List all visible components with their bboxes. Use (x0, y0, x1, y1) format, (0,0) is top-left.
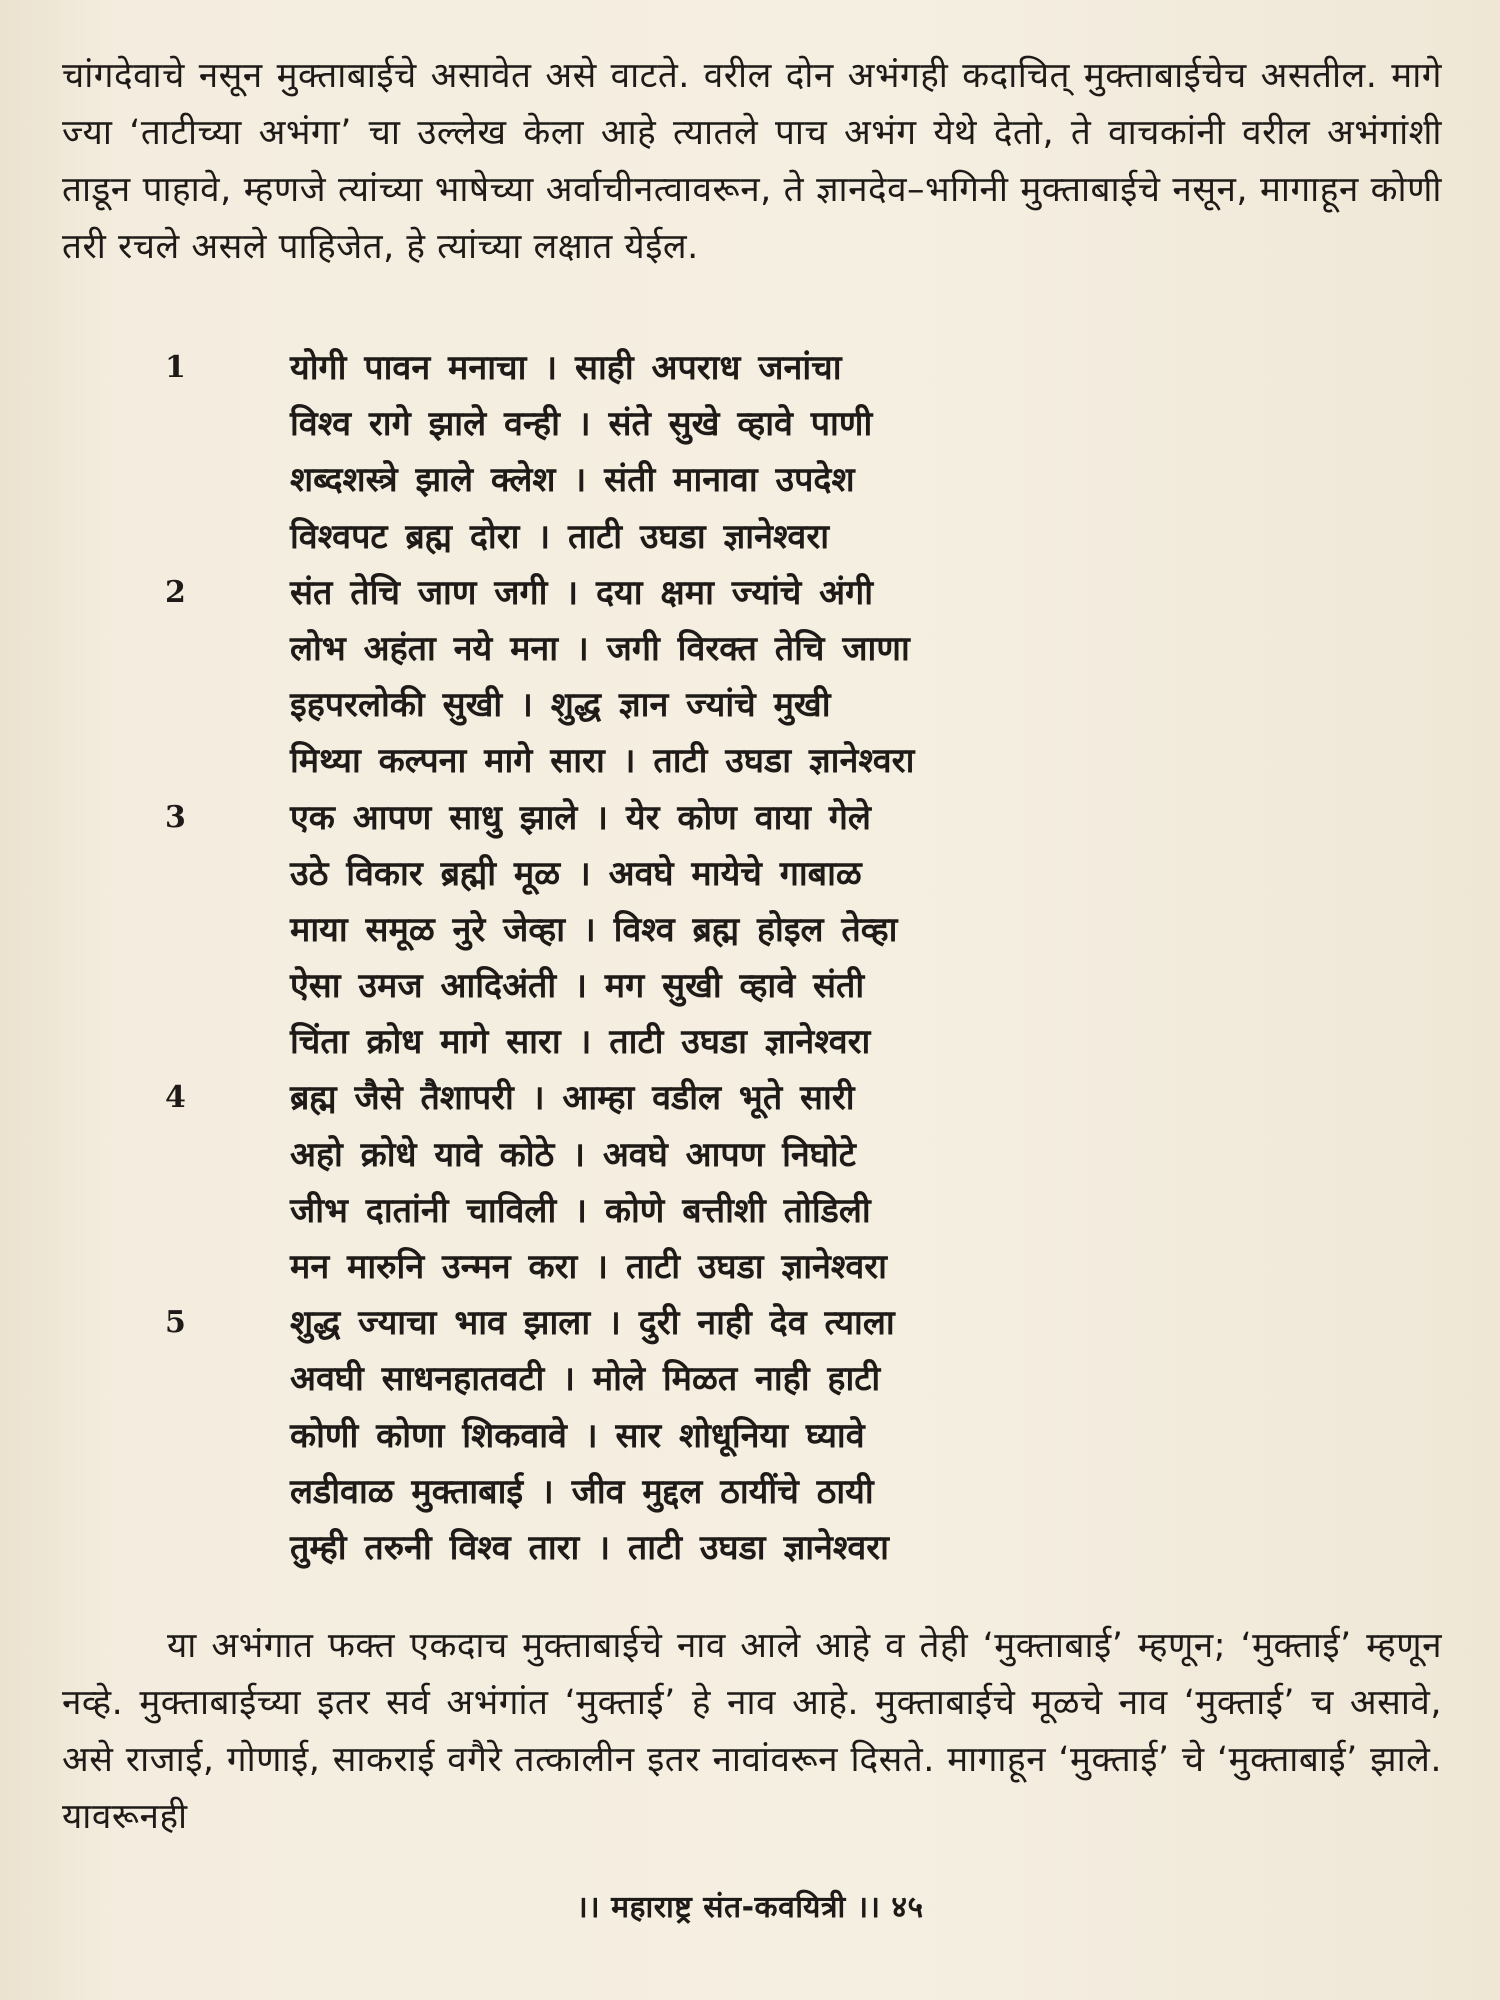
poem-line-text: संत तेचि जाण जगी । दया क्षमा ज्यांचे अंगी (290, 572, 874, 613)
poem-line-text: लोभ अहंता नये मना । जगी विरक्त तेचि जाणा (290, 628, 910, 669)
poem-line-text: अहो क्रोधे यावे कोठे । अवघे आपण निघोटे (290, 1134, 856, 1175)
poem-line (0, 565, 1500, 621)
poem-line (0, 1408, 1500, 1464)
poem-line-text: मिथ्या कल्पना मागे सारा । ताटी उघडा ज्ञानेश्वरा (290, 741, 915, 782)
poem-line-text: विश्वपट ब्रह्म दोरा । ताटी उघडा ज्ञानेश्वरा (290, 516, 830, 557)
poem-line-text: विश्व रागे झाले वन्ही । संते सुखे व्हावे पाणी (290, 404, 873, 445)
poem-line (0, 1014, 1500, 1070)
poem-line-text: एक आपण साधु झाले । येर कोण वाया गेले (290, 797, 871, 838)
poem-line-text: ब्रह्म जैसे तैशापरी । आम्हा वडील भूते सारी (290, 1078, 855, 1119)
poem-line-text: अवघी साधनहातवटी । मोले मिळत नाही हाटी (290, 1359, 881, 1400)
abhang-list (0, 340, 1500, 1576)
poem-line (0, 452, 1500, 508)
poem-number: 5 (165, 1305, 186, 1341)
poem-line-text: शुद्ध ज्याचा भाव झाला । दुरी नाही देव त्याला (290, 1303, 895, 1344)
poem-number: 4 (165, 1080, 186, 1116)
poem-line-text: इहपरलोकी सुखी । शुद्ध ज्ञान ज्यांचे मुखी (290, 685, 831, 726)
poem-line (0, 1127, 1500, 1183)
poem-line (0, 1070, 1500, 1126)
poem-line (0, 1464, 1500, 1520)
poem-line (0, 1520, 1500, 1576)
poem-line (0, 621, 1500, 677)
poem-line-text: ऐसा उमज आदिअंती । मग सुखी व्हावे संती (290, 966, 865, 1007)
poem-number: 1 (165, 350, 186, 385)
poem-line (0, 1239, 1500, 1295)
poem-number: 2 (165, 574, 186, 610)
poem-line (0, 958, 1500, 1014)
poem-line (0, 733, 1500, 789)
intro-paragraph: चांगदेवाचे नसून मुक्ताबाईचे असावेत असे वाटते. वरील दोन अभंगही कदाचित् मुक्ताबाईचेच असतील. मागे ज्या ‘ताटीच्या अभंगा’ चा उल्लेख केला आहे त्यातले पाच अभंग येथे देतो, ते वाचकांनी वरील अभंगांशी ताडून पाहावे, म्हणजे त्यांच्या भाषेच्या अर्वाचीनत्वावरून, ते ज्ञानदेव–भगिनी मुक्ताबाईचे नसून, मागाहून कोणी तरी रचले असले पाहिजेत, हे त्यांच्या लक्षात येईल. (62, 56, 1442, 267)
poem-line-text: मन मारुनि उन्मन करा । ताटी उघडा ज्ञानेश्वरा (290, 1247, 887, 1287)
page-footer: ।। महाराष्ट्र संत-कवयित्री ।। ४५ (576, 1890, 924, 1925)
poem-line (0, 340, 1500, 396)
poem-line-text: चिंता क्रोध मागे सारा । ताटी उघडा ज्ञानेश्वरा (290, 1022, 871, 1063)
poem-line (0, 396, 1500, 452)
poem-line-text: तुम्ही तरुनी विश्व तारा । ताटी उघडा ज्ञानेश्वरा (290, 1527, 889, 1568)
poem-line-text: उठे विकार ब्रह्मी मूळ । अवघे मायेचे गाबाळ (290, 853, 862, 894)
poem-line (0, 902, 1500, 958)
poem-line (0, 790, 1500, 846)
poem-line (0, 1183, 1500, 1239)
poem-line-text: शब्दशस्त्रे झाले क्लेश । संती मानावा उपदेश (290, 460, 855, 501)
poem-line (0, 509, 1500, 565)
poem-line (0, 846, 1500, 902)
poem-line (0, 677, 1500, 733)
poem-line-text: कोणी कोणा शिकवावे । सार शोधूनिया घ्यावे (290, 1415, 865, 1456)
poem-line (0, 1351, 1500, 1407)
poem-line-text: माया समूळ नुरे जेव्हा । विश्व ब्रह्म होइल तेव्हा (290, 909, 898, 950)
poem-number: 3 (165, 799, 186, 835)
poem-line-text: लडीवाळ मुक्ताबाई । जीव मुद्दल ठायींचे ठायी (290, 1471, 874, 1512)
poem-line-text: जीभ दातांनी चाविली । कोणे बत्तीशी तोडिली (290, 1190, 871, 1231)
poem-line-text: योगी पावन मनाचा । साही अपराध जनांचा (290, 348, 842, 388)
poem-line (0, 1295, 1500, 1351)
closing-paragraph: या अभंगात फक्त एकदाच मुक्ताबाईचे नाव आले आहे व तेही ‘मुक्ताबाई’ म्हणून; ‘मुक्ताई’ म्हणून नव्हे. मुक्ताबाईच्या इतर सर्व अभंगांत ‘मुक्ताई’ हे नाव आहे. मुक्ताबाईचे मूळचे नाव ‘मुक्ताई’ च असावे, असे राजाई, गोणाई, साकराई वगैरे तत्कालीन इतर नावांवरून दिसते. मागाहून ‘मुक्ताई’ चे ‘मुक्ताबाई’ झाले. यावरूनही (62, 1626, 1442, 1837)
